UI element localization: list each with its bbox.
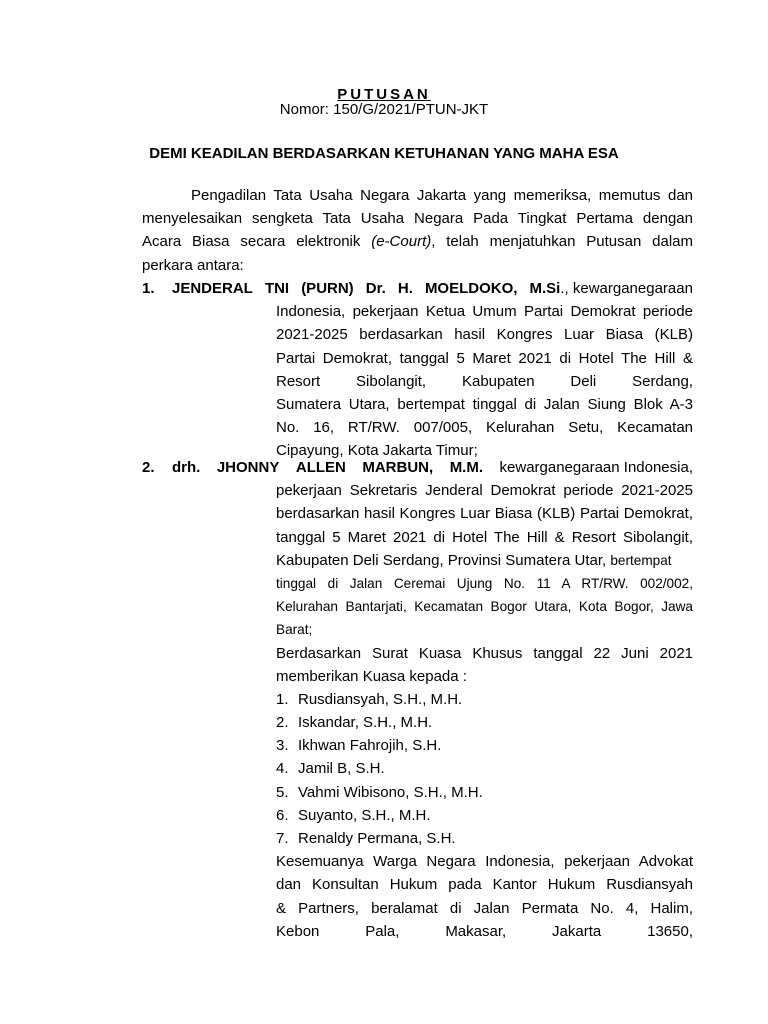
party-2-line: memberikan Kuasa kepada : xyxy=(276,667,467,685)
list-item: 2. Iskandar, S.H., M.H. xyxy=(276,714,433,732)
party-1-line: Partai Demokrat, tanggal 5 Maret 2021 di Hotel The Hill & xyxy=(276,349,693,367)
party-2-name-word: ALLEN xyxy=(295,459,346,476)
party-2-line: Kabupaten Deli Serdang, Provinsi Sumatera Utar, bertempat xyxy=(276,551,672,569)
party-1-number: 1. xyxy=(142,280,155,297)
intro-line-3: Acara Biasa secara elektronik (e-Court), telah menjatuhkan Putusan dalam xyxy=(142,233,693,251)
party-2-line: Berdasarkan Surat Kuasa Khusus tanggal 22 Juni 2021 xyxy=(276,644,693,662)
party-2-closing-line: Kesemuanya Warga Negara Indonesia, pekerjaan Advokat xyxy=(276,853,693,871)
party-2-line: pekerjaan Sekretaris Jenderal Demokrat periode 2021-2025 xyxy=(276,482,693,500)
party-2-closing-line: & Partners, beralamat di Jalan Permata No. 4, Halim, xyxy=(276,899,693,917)
party-1-name-word: MOELDOKO, xyxy=(424,280,518,297)
party-2-number: 2. xyxy=(142,459,155,476)
list-item: 1. Rusdiansyah, S.H., M.H. xyxy=(276,690,463,708)
party-2 xyxy=(142,456,693,943)
list-item: 6. Suyanto, S.H., M.H. xyxy=(276,806,431,824)
party-2-name-word: MARBUN, xyxy=(362,459,434,476)
party-2-nationality: kewarganegaraan Indonesia, xyxy=(499,459,693,476)
party-1-nationality: ., kewarganegaraan xyxy=(560,280,693,297)
party-2-name-word: JHONNY xyxy=(216,459,280,476)
party-2-details xyxy=(276,479,693,943)
list-item: 5. Vahmi Wibisono, S.H., M.H. xyxy=(276,783,483,801)
party-1-line: Sumatera Utara, bertempat tinggal di Jalan Siung Blok A-3 xyxy=(276,395,693,413)
party-1-line: No. 16, RT/RW. 007/005, Kelurahan Setu, Kecamatan xyxy=(276,419,693,437)
list-item: 7. Renaldy Permana, S.H. xyxy=(276,830,456,847)
party-1-details xyxy=(276,300,693,462)
list-item: 3. Ikhwan Fahrojih, S.H. xyxy=(276,737,442,755)
invocation-heading: DEMI KEADILAN BERDASARKAN KETUHANAN YANG MAHA ESA xyxy=(149,145,619,162)
party-1-line: Resort Sibolangit, Kabupaten Deli Serdang, xyxy=(276,372,693,390)
intro-line-2: menyelesaikan sengketa Tata Usaha Negara Pada Tingkat Pertama dengan xyxy=(142,210,693,228)
party-1-name-word: M.Si xyxy=(529,280,561,297)
lawyer-list xyxy=(276,688,693,850)
party-1-name-word: JENDERAL xyxy=(172,280,253,297)
party-2-line: berdasarkan hasil Kongres Luar Biasa (KLB) Partai Demokrat, xyxy=(276,505,693,523)
party-1-name-word: (PURN) xyxy=(301,280,354,297)
party-2-closing-line: dan Konsultan Hukum pada Kantor Hukum Rusdiansyah xyxy=(276,876,693,894)
party-2-name-word: drh. xyxy=(172,459,201,476)
ecourt-term: (e-Court) xyxy=(371,233,432,251)
party-2-line: tanggal 5 Maret 2021 di Hotel The Hill & Resort Sibolangit, xyxy=(276,528,693,546)
party-1 xyxy=(142,277,693,463)
party-2-line: tinggal di Jalan Ceremai Ujung No. 11 A RT/RW. 002/002, xyxy=(276,575,693,591)
party-2-header xyxy=(142,456,693,479)
intro-line-1: Pengadilan Tata Usaha Negara Jakarta yang memeriksa, memutus dan xyxy=(191,187,693,204)
party-1-line: 2021-2025 berdasarkan hasil Kongres Luar Biasa (KLB) xyxy=(276,326,693,344)
party-1-line: Cipayung, Kota Jakarta Timur; xyxy=(276,442,478,460)
party-2-closing-line: Kebon Pala, Makasar, Jakarta 13650, xyxy=(276,922,693,940)
intro-paragraph xyxy=(142,184,693,277)
party-2-name-word: M.M. xyxy=(449,459,484,476)
party-1-header xyxy=(142,277,693,300)
party-1-name-word: H. xyxy=(397,280,413,297)
intro-line-4: perkara antara: xyxy=(142,256,244,274)
party-2-line: Kelurahan Bantarjati, Kecamatan Bogor Utara, Kota Bogor, Jawa xyxy=(276,599,693,615)
party-1-name-word: TNI xyxy=(264,280,290,297)
party-1-name-word: Dr. xyxy=(365,280,386,297)
document-title: PUTUSAN xyxy=(337,86,431,103)
case-number: Nomor: 150/G/2021/PTUN-JKT xyxy=(279,101,489,118)
list-item: 4. Jamil B, S.H. xyxy=(276,760,385,778)
party-2-line: Barat; xyxy=(276,622,313,638)
party-1-line: Indonesia, pekerjaan Ketua Umum Partai Demokrat periode xyxy=(276,303,693,321)
